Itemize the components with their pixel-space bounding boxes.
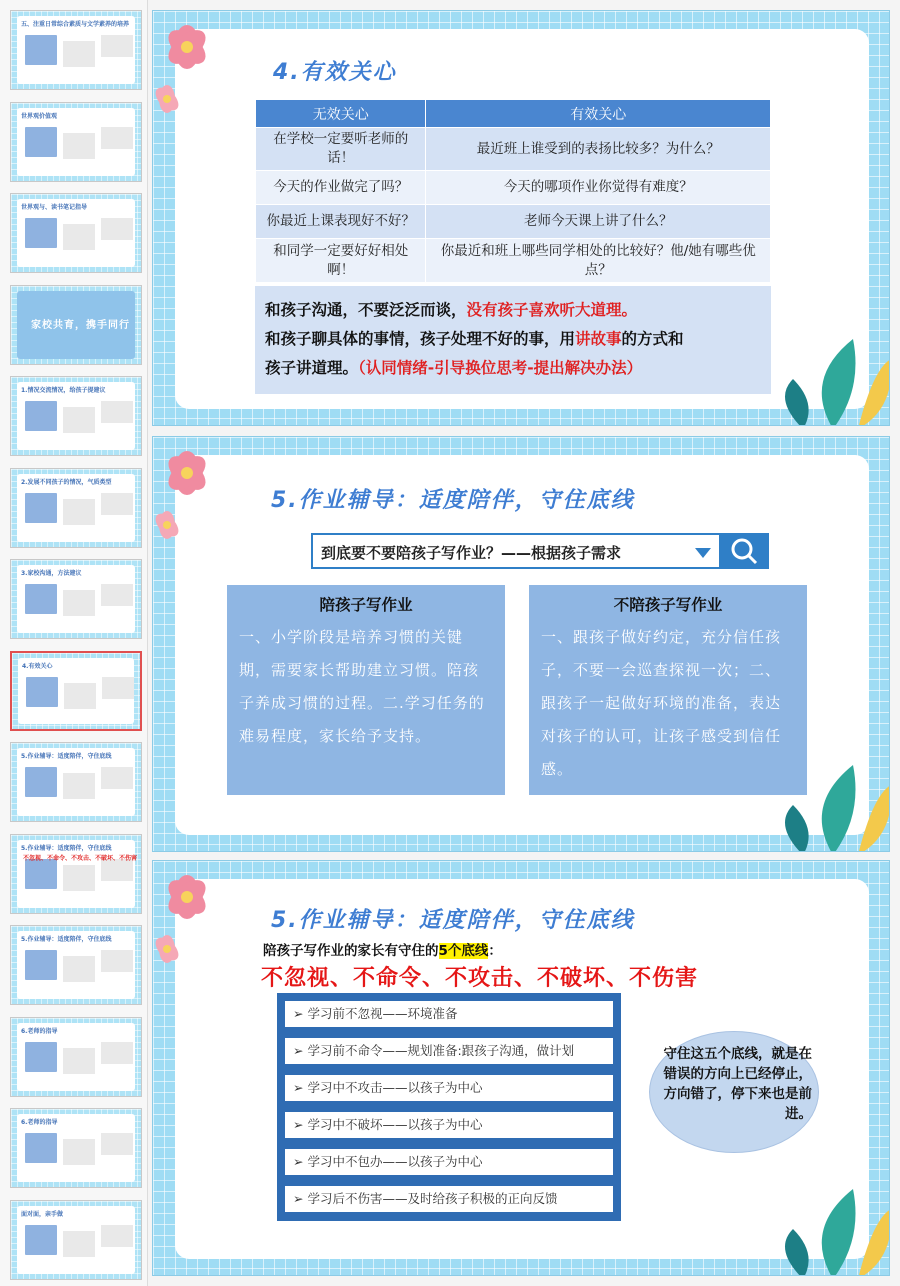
slide-thumbnail[interactable] [10, 1017, 142, 1097]
flower-decoration-icon [152, 436, 227, 553]
slide-thumbnail[interactable] [10, 834, 142, 914]
slide-title: 5.作业辅导：适度陪伴，守住底线 [271, 483, 635, 514]
thumb-title: 2.发展不同孩子的情况，气质类型 [21, 478, 112, 486]
thumb-title: 五、注重日常综合素质与文学素养的培养 [21, 21, 130, 28]
table-cell: 和同学一定要好好相处啊！ [256, 239, 426, 283]
bottom-line-list [277, 993, 621, 1221]
table-cell: 最近班上谁受到的表扬比较多？为什么？ [426, 128, 771, 171]
table-cell: 今天的哪项作业你觉得有难度？ [426, 171, 771, 205]
search-icon [719, 533, 769, 569]
slide-thumbnail[interactable] [10, 193, 142, 273]
box-heading: 不陪孩子写作业 [613, 596, 723, 614]
thumb-content-block [26, 677, 58, 707]
thumb-content-block [63, 1048, 95, 1074]
list-item-text: 学习中不包办——以孩子为中心 [307, 1154, 483, 1169]
table-cell: 今天的作业做完了吗？ [256, 171, 426, 205]
thumb-content-block [25, 493, 57, 523]
slide-thumbnail[interactable] [10, 10, 142, 90]
thumb-content-block [25, 1042, 57, 1072]
thumb-title: 1.情况交流情况，给孩子提建议 [21, 387, 106, 394]
note-highlight: 讲故事 [575, 330, 622, 348]
list-item-text: 学习后不伤害——及时给孩子积极的正向反馈 [307, 1191, 558, 1206]
slide-title: 5.作业辅导：适度陪伴，守住底线 [271, 903, 635, 934]
thumb-red-text: 不忽视、不命令、不攻击、不破坏、不伤害 [23, 854, 138, 862]
list-item: ➢ 学习中不攻击——以孩子为中心 [285, 1075, 613, 1101]
slide-thumbnail[interactable] [10, 651, 142, 731]
care-comparison-table [255, 99, 771, 283]
thumb-content-block [63, 41, 95, 67]
box-body: 一、小学阶段是培养习惯的关键期，需要家长帮助建立习惯。陪孩子养成习惯的过程。二.学习任务的难易程度，家长给予支持。 [239, 628, 485, 745]
list-item-text: 学习前不命令——规划准备:跟孩子沟通，做计划 [307, 1043, 575, 1058]
thumb-content-block [64, 683, 96, 709]
table-cell: 你最近上课表现好不好？ [256, 205, 426, 239]
slide-effective-care[interactable] [152, 10, 890, 426]
thumb-title: 6.老师的指导 [21, 1119, 58, 1126]
table-row [256, 128, 771, 171]
thumb-content-block [101, 401, 133, 423]
table-header-ineffective: 无效关心 [256, 100, 426, 128]
thumb-content-block [25, 584, 57, 614]
box-body: 一、跟孩子做好约定，充分信任孩子，不要一会巡查探视一次；二、跟孩子一起做好环境的准备，表达对孩子的认可，让孩子感受到信任感。 [541, 628, 782, 778]
thumb-content-block [101, 1225, 133, 1247]
thumb-content-block [101, 767, 133, 789]
thumb-content-block [63, 133, 95, 159]
thumb-content-block [101, 127, 133, 149]
subtitle-text: 陪孩子写作业的家长有守住的 [263, 943, 439, 959]
slide-thumbnail[interactable] [10, 285, 142, 365]
five-bottom-lines-headline: 不忽视、不命令、不攻击、不破坏、不伤害 [261, 966, 699, 991]
thumb-content-block [25, 1225, 57, 1255]
thumb-title: 4.有效关心 [22, 662, 53, 670]
thumb-content-block [63, 1231, 95, 1257]
thumb-content-block [25, 35, 57, 65]
thumb-content-block [101, 1042, 133, 1064]
subtitle-text: ： [488, 943, 502, 959]
table-cell: 你最近和班上哪些同学相处的比较好？他/她有哪些优点？ [426, 239, 771, 283]
table-header-effective: 有效关心 [426, 100, 771, 128]
thumb-content-block [101, 950, 133, 972]
thumb-content-block [63, 499, 95, 525]
note-highlight: 没有孩子喜欢听大道理。 [466, 301, 638, 319]
question-search-bar [311, 533, 769, 569]
note-text: 的方式和 [621, 330, 684, 348]
subtitle-highlight: 5个底线 [438, 943, 489, 959]
thumb-content-block [25, 859, 57, 889]
table-cell: 老师今天课上讲了什么？ [426, 205, 771, 239]
accompany-homework-box [227, 585, 505, 795]
table-row [256, 171, 771, 205]
slide-thumbnail[interactable] [10, 468, 142, 548]
thumb-title: 5.作业辅导：适度陪伴，守住底线 [21, 844, 112, 852]
slide-title: 4.有效关心 [273, 55, 397, 86]
slide-thumbnail[interactable] [10, 925, 142, 1005]
thumb-title: 3.家校沟通，方法建议 [21, 570, 82, 577]
thumb-content-block [63, 407, 95, 433]
chevron-down-icon [695, 548, 711, 558]
thumb-content-block [25, 218, 57, 248]
bubble-text: 守住这五个底线，就是在错误的方向上已经停止，方向错了，停下来也是前进。 [663, 1046, 812, 1122]
thumb-content-block [25, 401, 57, 431]
flower-decoration-icon [152, 10, 227, 127]
slide-five-bottom-lines[interactable] [152, 860, 890, 1276]
note-highlight: （认同情绪-引导换位思考-提出解决办法） [358, 359, 643, 377]
not-accompany-homework-box [529, 585, 807, 795]
thumb-content-block [63, 1139, 95, 1165]
thumb-content-block [101, 584, 133, 606]
thumb-title: 5.作业辅导：适度陪伴，守住底线 [21, 936, 112, 943]
thumb-content-block [63, 865, 95, 891]
bottom-line-subtitle [263, 939, 502, 959]
note-text: 和孩子沟通，不要泛泛而谈， [265, 301, 467, 319]
slide-homework-guidance[interactable] [152, 436, 890, 852]
thumb-content-block [63, 590, 95, 616]
list-item: ➢ 学习中不包办——以孩子为中心 [285, 1149, 613, 1175]
slide-thumbnail[interactable] [10, 559, 142, 639]
advice-note-box [255, 286, 771, 394]
list-item-text: 学习前不忽视——环境准备 [307, 1006, 458, 1021]
thumb-content-block [101, 493, 133, 515]
list-item-text: 学习中不攻击——以孩子为中心 [307, 1080, 483, 1095]
slide-thumbnail[interactable] [10, 742, 142, 822]
thumb-title: 世界观与、读书笔记指导 [21, 204, 88, 211]
list-item: ➢ 学习前不忽视——环境准备 [285, 1001, 613, 1027]
note-text: 和孩子聊具体的事情，孩子处理不好的事，用 [265, 330, 576, 348]
thumb-content-block [101, 859, 133, 881]
thumb-content-block [63, 224, 95, 250]
table-row [256, 205, 771, 239]
list-item-text: 学习中不破坏——以孩子为中心 [307, 1117, 483, 1132]
thumb-content-block [101, 35, 133, 57]
thumb-content-block [63, 956, 95, 982]
table-cell: 在学校一定要听老师的话！ [256, 128, 426, 171]
thumb-content-block [101, 218, 133, 240]
thumb-title: 面对面，亲手做 [21, 1210, 64, 1218]
list-item: ➢ 学习后不伤害——及时给孩子积极的正向反馈 [285, 1186, 613, 1212]
thumb-title: 家校共育，携手同行 [31, 319, 130, 331]
slide-thumbnail[interactable] [10, 1200, 142, 1280]
search-question-text: 到底要不要陪孩子写作业？——根据孩子需求 [321, 544, 622, 562]
slide-thumbnail[interactable] [10, 1108, 142, 1188]
slide-thumbnail[interactable] [10, 102, 142, 182]
thumb-content-block [25, 1133, 57, 1163]
leaf-decoration-icon [763, 319, 890, 426]
list-item: ➢ 学习前不命令——规划准备:跟孩子沟通，做计划 [285, 1038, 613, 1064]
thumb-title: 6.老师的指导 [21, 1027, 58, 1035]
box-heading: 陪孩子写作业 [319, 596, 413, 614]
thumb-content-block [25, 127, 57, 157]
thumb-title: 5.作业辅导：适度陪伴，守住底线 [21, 753, 112, 760]
flower-decoration-icon [152, 860, 227, 977]
table-row [256, 239, 771, 283]
note-text: 孩子讲道理。 [265, 359, 359, 377]
thumb-content-block [63, 773, 95, 799]
search-button [719, 533, 769, 569]
thumb-content-block [25, 950, 57, 980]
slide-thumbnail[interactable] [10, 376, 142, 456]
leaf-decoration-icon [763, 1169, 890, 1276]
thumb-title: 世界观价值观 [21, 112, 58, 120]
speech-bubble [649, 1031, 819, 1153]
thumb-content-block [25, 767, 57, 797]
thumb-content-block [101, 1133, 133, 1155]
slide-thumbnail-panel[interactable] [0, 0, 148, 1286]
list-item: ➢ 学习中不破坏——以孩子为中心 [285, 1112, 613, 1138]
thumb-content-block [102, 677, 134, 699]
